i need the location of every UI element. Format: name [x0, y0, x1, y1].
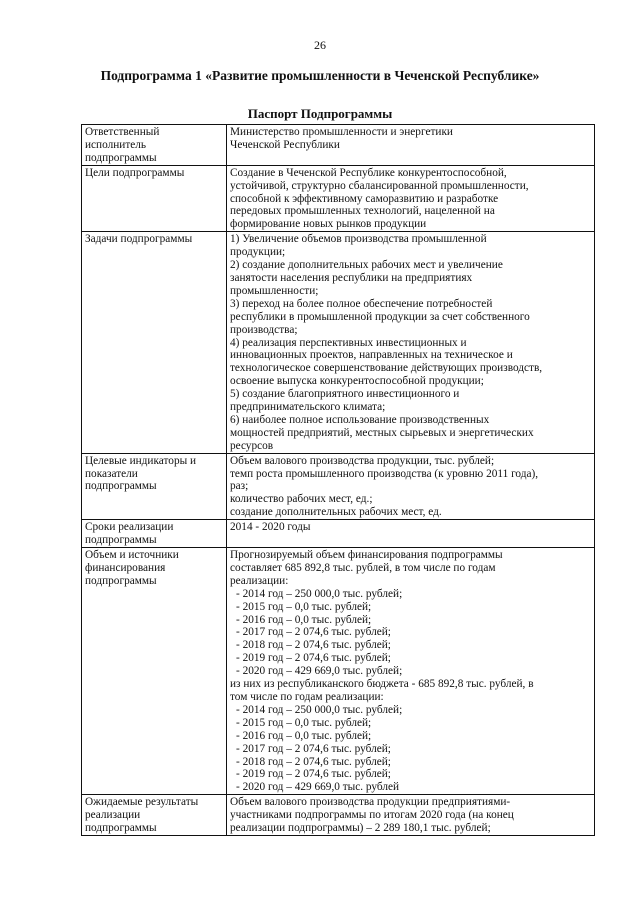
row-label-cell: [82, 125, 227, 166]
passport-heading: Паспорт Подпрограммы: [247, 106, 393, 121]
row-value-line: 5) создание благоприятного инвестиционного и: [230, 388, 460, 401]
row-value-line: 2) создание дополнительных рабочих мест и увеличение: [230, 259, 503, 272]
row-value-line: - 2020 год – 429 669,0 тыс. рублей;: [236, 665, 403, 678]
passport-table-body: [82, 125, 595, 836]
row-label-line: реализации: [85, 809, 141, 822]
row-value-line: мощностей предприятий, местных сырьевых и энергетических: [230, 426, 534, 439]
row-value-line: устойчивой, структурно сбалансированной промышленности,: [230, 179, 529, 192]
row-value-line: - 2017 год – 2 074,6 тыс. рублей;: [236, 742, 391, 755]
row-value-line: из них из республиканского бюджета - 685 892,8 тыс. рублей, в: [230, 678, 534, 691]
row-value-line: - 2019 год – 2 074,6 тыс. рублей;: [236, 652, 391, 665]
row-value-line: способной к эффективному саморазвитию и разработке: [230, 192, 499, 205]
row-value-line: - 2016 год – 0,0 тыс. рублей;: [236, 613, 372, 626]
row-value-line: промышленности;: [230, 284, 319, 297]
row-label-cell: [82, 548, 227, 795]
page-number: 26: [314, 38, 326, 52]
subprogram-title: Подпрограмма 1 «Развитие промышленности в Чеченской Республике»: [100, 68, 540, 83]
row-value-cell: [227, 453, 595, 520]
row-label-line: подпрограммы: [85, 480, 157, 493]
row-value-line: Чеченской Республики: [230, 138, 340, 151]
passport-row: [82, 453, 595, 520]
row-value-line: республики в промышленной продукции за счет собственного: [230, 310, 530, 323]
row-value-line: занятости населения республики на предприятиях: [230, 271, 473, 284]
passport-row: [82, 520, 595, 548]
row-label-line: подпрограммы: [85, 151, 157, 164]
row-label-cell: [82, 232, 227, 453]
row-value-line: создание дополнительных рабочих мест, ед.: [230, 506, 442, 519]
row-value-cell: [227, 520, 595, 548]
passport-row: [82, 165, 595, 232]
row-value-line: Прогнозируемый объем финансирования подпрограммы: [230, 549, 503, 561]
row-value-line: участниками подпрограммы по итогам 2020 года (на конец: [230, 809, 514, 822]
row-value-line: 3) переход на более полное обеспечение потребностей: [230, 297, 493, 310]
row-value-line: 1) Увеличение объемов производства промышленной: [230, 233, 487, 246]
row-value-line: предпринимательского климата;: [230, 401, 386, 414]
row-value-cell: [227, 125, 595, 166]
row-label-line: Целевые индикаторы и: [85, 454, 197, 467]
row-value-cell: [227, 165, 595, 232]
row-label-cell: [82, 165, 227, 232]
row-value-line: том числе по годам реализации:: [230, 690, 384, 703]
row-value-line: - 2019 год – 2 074,6 тыс. рублей;: [236, 768, 391, 781]
row-label-line: показатели: [85, 467, 138, 480]
row-label-line: подпрограммы: [85, 574, 157, 587]
row-label-line: подпрограммы: [85, 534, 157, 547]
row-value-line: реализации:: [230, 574, 289, 587]
row-label-line: Сроки реализации: [85, 521, 174, 534]
row-value-line: 4) реализация перспективных инвестиционных и: [230, 336, 467, 349]
row-value-line: раз;: [230, 480, 249, 493]
row-value-line: - 2016 год – 0,0 тыс. рублей;: [236, 729, 372, 742]
row-label-line: финансирования: [85, 561, 166, 574]
row-value-line: Создание в Чеченской Республике конкурентоспособной,: [230, 166, 507, 179]
row-value-line: реализации подпрограммы) – 2 289 180,1 тыс. рублей;: [230, 822, 491, 835]
row-value-line: производства;: [230, 323, 298, 336]
row-value-line: - 2018 год – 2 074,6 тыс. рублей;: [236, 639, 391, 652]
row-value-line: технологическое совершенствование действующих производств,: [230, 362, 543, 375]
row-value-line: - 2015 год – 0,0 тыс. рублей;: [236, 600, 372, 613]
row-value-line: темп роста промышленного производства (к уровню 2011 года),: [230, 467, 539, 480]
row-value-cell: [227, 795, 595, 836]
passport-row: [82, 125, 595, 166]
row-value-line: Объем валового производства продукции предприятиями-: [230, 796, 511, 809]
row-value-line: освоение выпуска конкурентоспособной продукции;: [230, 375, 484, 388]
row-label-line: исполнитель: [85, 138, 147, 151]
row-value-cell: [227, 232, 595, 453]
row-value-line: 6) наиболее полное использование производственных: [230, 413, 490, 426]
row-label-cell: [82, 520, 227, 548]
row-value-cell: [227, 548, 595, 795]
row-label-line: подпрограммы: [85, 822, 157, 835]
row-label-line: Задачи подпрограммы: [85, 233, 193, 246]
passport-table: [81, 124, 595, 836]
row-value-line: продукции;: [230, 246, 286, 259]
passport-row: [82, 548, 595, 795]
row-value-line: ресурсов: [230, 439, 274, 452]
row-value-line: - 2020 год – 429 669,0 тыс. рублей: [236, 781, 400, 794]
row-value-line: составляет 685 892,8 тыс. рублей, в том числе по годам: [230, 561, 496, 574]
row-label-line: Объем и источники: [85, 549, 179, 561]
row-value-line: - 2014 год – 250 000,0 тыс. рублей;: [236, 703, 403, 716]
row-label-cell: [82, 453, 227, 520]
passport-row: [82, 232, 595, 453]
row-value-line: - 2017 год – 2 074,6 тыс. рублей;: [236, 626, 391, 639]
row-value-line: инновационных проектов, направленных на техническое и: [230, 349, 513, 362]
row-label-line: Ожидаемые результаты: [85, 796, 199, 809]
row-value-line: формирование новых рынков продукции: [230, 218, 427, 231]
row-value-line: Министерство промышленности и энергетики: [230, 126, 453, 138]
row-value-line: - 2015 год – 0,0 тыс. рублей;: [236, 716, 372, 729]
row-value-line: - 2018 год – 2 074,6 тыс. рублей;: [236, 755, 391, 768]
passport-row: [82, 795, 595, 836]
row-value-line: - 2014 год – 250 000,0 тыс. рублей;: [236, 587, 403, 600]
row-label-line: Ответственный: [85, 126, 160, 138]
row-value-line: количество рабочих мест, ед.;: [230, 493, 373, 506]
row-label-cell: [82, 795, 227, 836]
row-value-line: передовых промышленных технологий, нацеленной на: [230, 205, 495, 218]
row-value-line: Объем валового производства продукции, тыс. рублей;: [230, 454, 495, 467]
row-value-line: 2014 - 2020 годы: [230, 521, 311, 534]
row-label-line: Цели подпрограммы: [85, 166, 185, 179]
